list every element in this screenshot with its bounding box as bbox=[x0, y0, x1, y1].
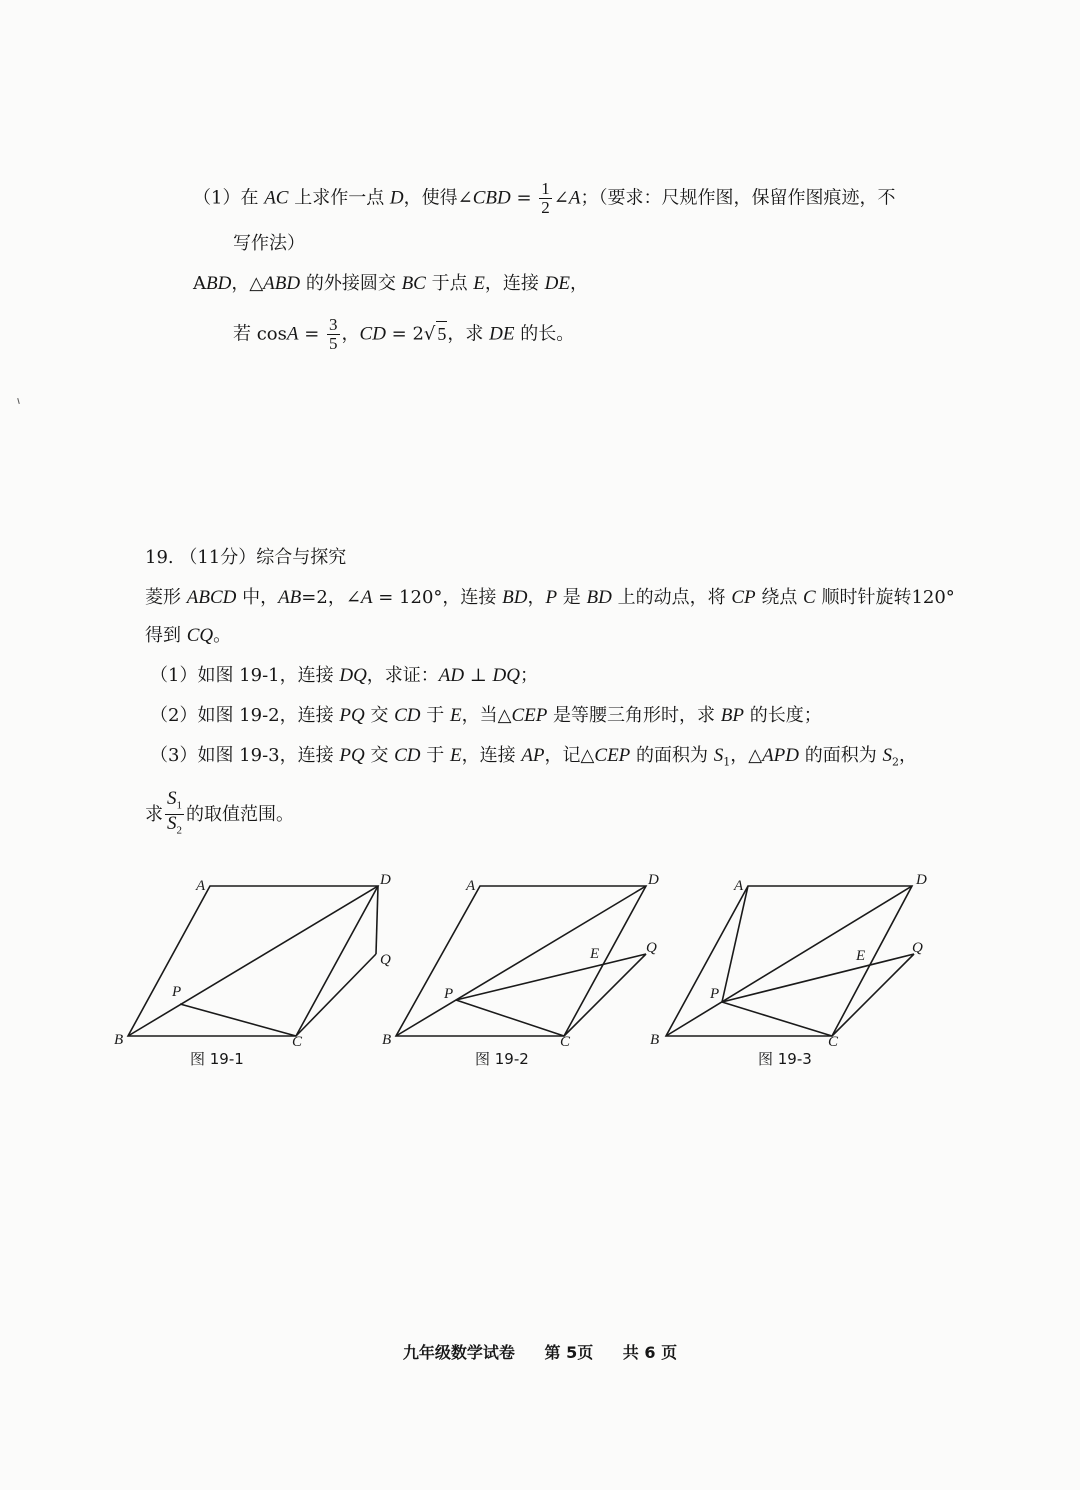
segment-pc bbox=[180, 1004, 296, 1036]
segment-bd bbox=[666, 886, 912, 1036]
q19-part3-line2: 求 $\frac{S_1}{S_2}$ 的取值范围。 bbox=[145, 790, 294, 840]
q19-part1: （1）如图 19-1，连接 DQ，求证：AD ⊥ DQ； bbox=[150, 665, 538, 686]
label-b: B bbox=[382, 1032, 392, 1048]
footer-total: 共 6 页 bbox=[622, 1343, 678, 1362]
segment-bd bbox=[128, 886, 378, 1036]
scan-speck bbox=[17, 398, 20, 404]
q19-header: 19. （11分）综合与探究 bbox=[145, 547, 347, 568]
segment-pc bbox=[456, 1000, 564, 1036]
segment-cq bbox=[832, 954, 914, 1036]
segment-cq bbox=[564, 954, 646, 1036]
segment-pc bbox=[722, 1002, 832, 1036]
label-b: B bbox=[650, 1032, 660, 1048]
segment-pq bbox=[722, 954, 914, 1002]
figure-19-3 bbox=[648, 866, 938, 1050]
label-d: D bbox=[916, 872, 927, 888]
fraction-half: $\frac{1}{2}$ bbox=[541, 179, 550, 217]
footer-title: 九年级数学试卷 bbox=[402, 1343, 515, 1362]
figure-19-3-diagram bbox=[648, 866, 938, 1050]
label-e: E bbox=[856, 948, 866, 964]
q18-part1-line1: （1）在 AC 上求作一点 D，使得∠CBD = $\frac{1}{2}$ ∠A；（要求：尺规作图，保留作图痕迹，不 bbox=[193, 179, 896, 217]
caption-19-2: 图 19-2 bbox=[475, 1050, 529, 1068]
label-p: P bbox=[172, 984, 182, 1000]
fraction-three-fifths: $\frac{3}{5}$ bbox=[329, 315, 338, 353]
q18-part2-line2: 若 cosA = $\frac{3}{5}$ ，CD = 2√ 5，求 DE 的长。 bbox=[233, 315, 575, 353]
figure-19-2-diagram bbox=[378, 866, 668, 1050]
label-q: Q bbox=[912, 940, 923, 956]
q19-intro-line2: 得到 CQ。 bbox=[145, 625, 232, 646]
label-p: P bbox=[710, 986, 720, 1002]
label-c: C bbox=[828, 1034, 839, 1050]
segment-bd bbox=[396, 886, 646, 1036]
q18-part1-line2: 写作法） bbox=[233, 233, 305, 254]
label-d: D bbox=[648, 872, 659, 888]
label-q: Q bbox=[380, 952, 391, 968]
label-p: P bbox=[444, 986, 454, 1002]
label-e: E bbox=[590, 946, 600, 962]
fraction-s1-s2: $\frac{S_1}{S_2}$ bbox=[167, 788, 182, 837]
caption-19-1: 图 19-1 bbox=[190, 1050, 244, 1068]
q19-part2: （2）如图 19-2，连接 PQ 交 CD 于 E，当△CEP 是等腰三角形时，求 BP 的长度； bbox=[150, 705, 822, 726]
q18-part2-line1: ABD，△ABD 的外接圆交 BC 于点 E，连接 DE， bbox=[193, 273, 588, 294]
page-footer bbox=[0, 1340, 1080, 1363]
segment-ap bbox=[722, 886, 748, 1002]
q19-intro-line1: 菱形 ABCD 中，AB=2，∠A = 120°，连接 BD，P 是 BD 上的动点，将 CP 绕点 C 顺时针旋转120° bbox=[145, 587, 955, 608]
label-b: B bbox=[114, 1032, 124, 1048]
label-d: D bbox=[380, 872, 391, 888]
label-c: C bbox=[560, 1034, 571, 1050]
figure-19-1 bbox=[110, 866, 400, 1050]
label-a: A bbox=[196, 878, 206, 894]
figure-19-2 bbox=[378, 866, 668, 1050]
caption-19-3: 图 19-3 bbox=[758, 1050, 812, 1068]
q19-part3-line1: （3）如图 19-3，连接 PQ 交 CD 于 E，连接 AP，记△CEP 的面积为 $S_1$，△APD 的面积为 $S_2$， bbox=[150, 745, 917, 769]
label-c: C bbox=[292, 1034, 303, 1050]
segment-pq bbox=[456, 954, 646, 1000]
label-a: A bbox=[734, 878, 744, 894]
label-a: A bbox=[466, 878, 476, 894]
figure-19-1-diagram bbox=[110, 866, 400, 1050]
label-q: Q bbox=[646, 940, 657, 956]
segment-cq bbox=[296, 954, 376, 1036]
footer-page: 第 5页 bbox=[544, 1343, 594, 1362]
